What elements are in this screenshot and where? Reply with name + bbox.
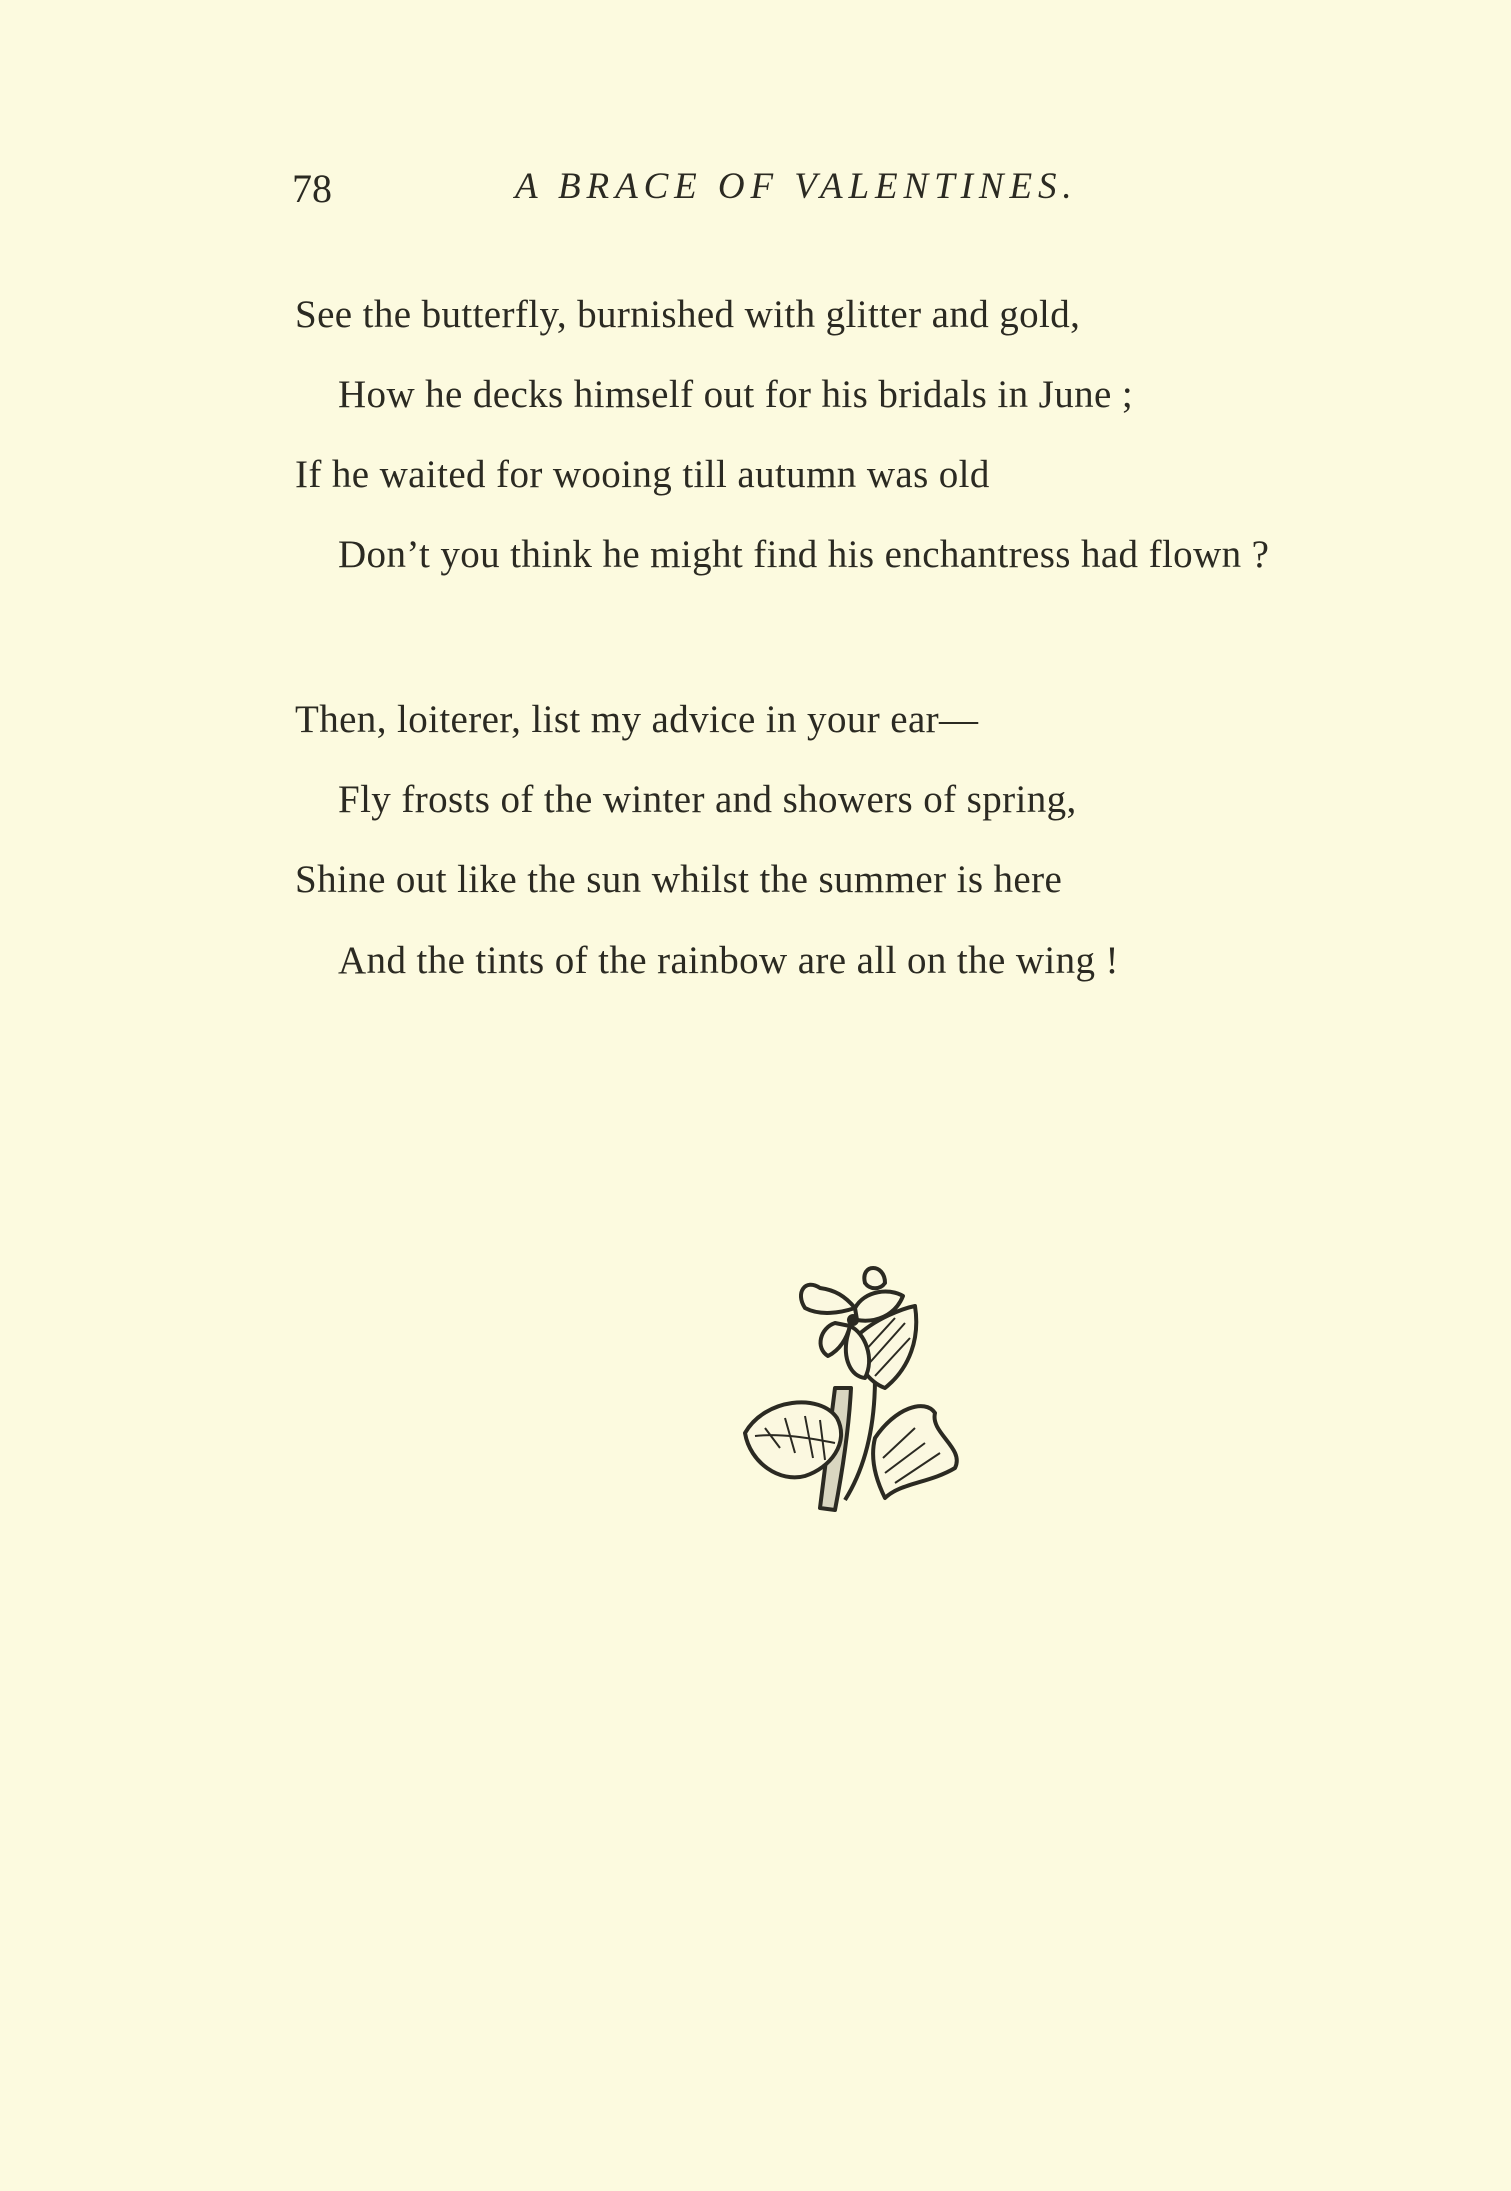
poem-line: Don’t you think he might find his enchantress had flown ?: [338, 533, 1270, 576]
poem-line: Then, loiterer, list my advice in your ear—: [295, 698, 979, 741]
page-number: 78: [292, 166, 332, 211]
poem-line: Fly frosts of the winter and showers of spring,: [338, 778, 1077, 821]
running-title: A BRACE OF VALENTINES.: [515, 166, 1078, 207]
poem-line: And the tints of the rainbow are all on the wing !: [338, 939, 1119, 982]
poem-line: If he waited for wooing till autumn was old: [295, 453, 990, 496]
poem-line: How he decks himself out for his bridals in June ;: [338, 373, 1134, 416]
violet-flower-woodcut-icon: [725, 1238, 970, 1523]
poem-line: Shine out like the sun whilst the summer is here: [295, 858, 1063, 901]
poem-line: See the butterfly, burnished with glitter and gold,: [295, 293, 1081, 336]
